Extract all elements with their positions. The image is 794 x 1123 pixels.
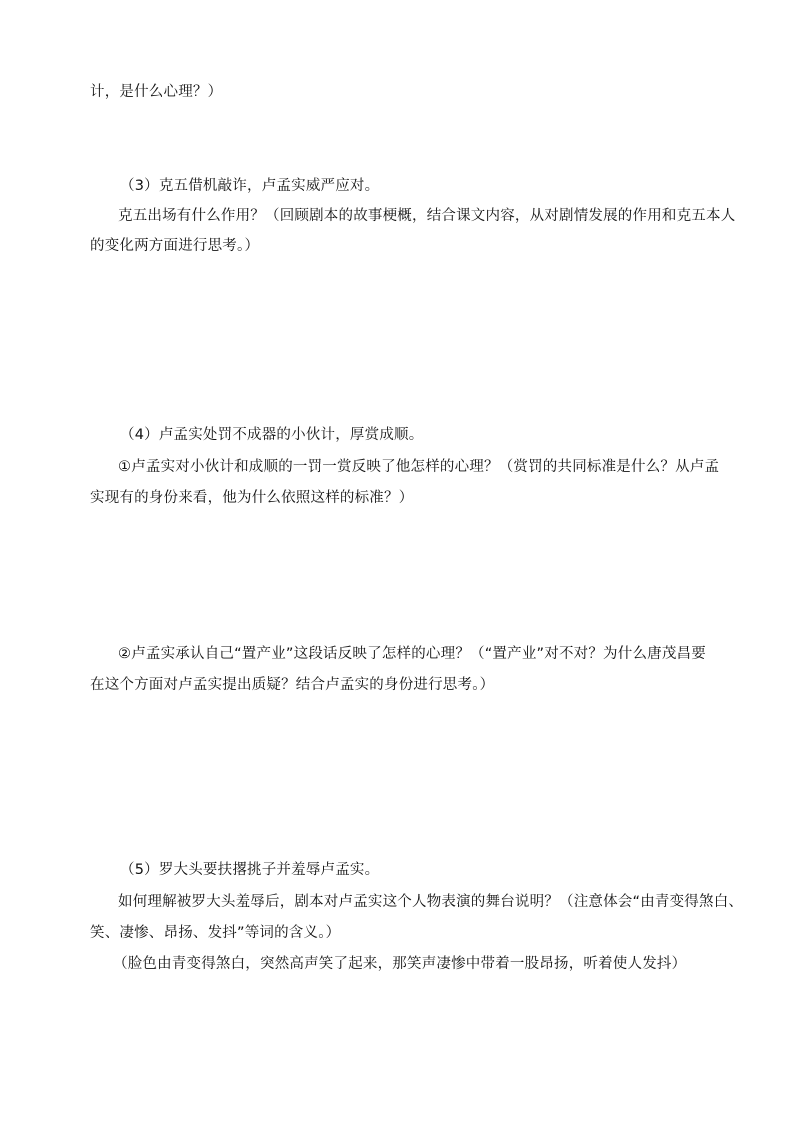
- section-5-question-line-1: 如何理解被罗大头羞辱后，剧本对卢孟实这个人物表演的舞台说明？（注意体会“由青变得煞白、: [118, 894, 744, 910]
- section-4-question-1-line-2: 实现有的身份来看，他为什么依照这样的标准？）: [90, 490, 414, 506]
- section-4-question-1-line-1: ①卢孟实对小伙计和成顺的一罚一赏反映了他怎样的心理？（赏罚的共同标准是什么？从卢孟: [118, 459, 720, 475]
- continued-question-line: 计，是什么心理？）: [90, 84, 223, 100]
- section-5-question-line-2: 笑、凄惨、昂扬、发抖”等词的含义。）: [90, 925, 341, 941]
- section-3-heading: （3）克五借机敲诈，卢孟实威严应对。: [120, 178, 380, 194]
- section-4-question-2-line-1: ②卢孟实承认自己“置产业”这段话反映了怎样的心理？（“置产业”对不对？为什么唐茂昌要: [118, 646, 706, 662]
- section-3-question-line-2: 的变化两方面进行思考。）: [90, 238, 260, 254]
- section-5-heading: （5）罗大头要扶撂挑子并羞辱卢孟实。: [120, 862, 380, 878]
- section-4-question-2-line-2: 在这个方面对卢孟实提出质疑？结合卢孟实的身份进行思考。）: [90, 677, 495, 693]
- section-3-question-line-1: 克五出场有什么作用？（回顾剧本的故事梗概，结合课文内容，从对剧情发展的作用和克五本人: [118, 208, 736, 224]
- section-5-stage-direction-quote: （脸色由青变得煞白，突然高声笑了起来，那笑声凄惨中带着一股昂扬，听着使人发抖）: [113, 956, 687, 972]
- section-4-heading: （4）卢孟实处罚不成器的小伙计，厚赏成顺。: [120, 427, 424, 443]
